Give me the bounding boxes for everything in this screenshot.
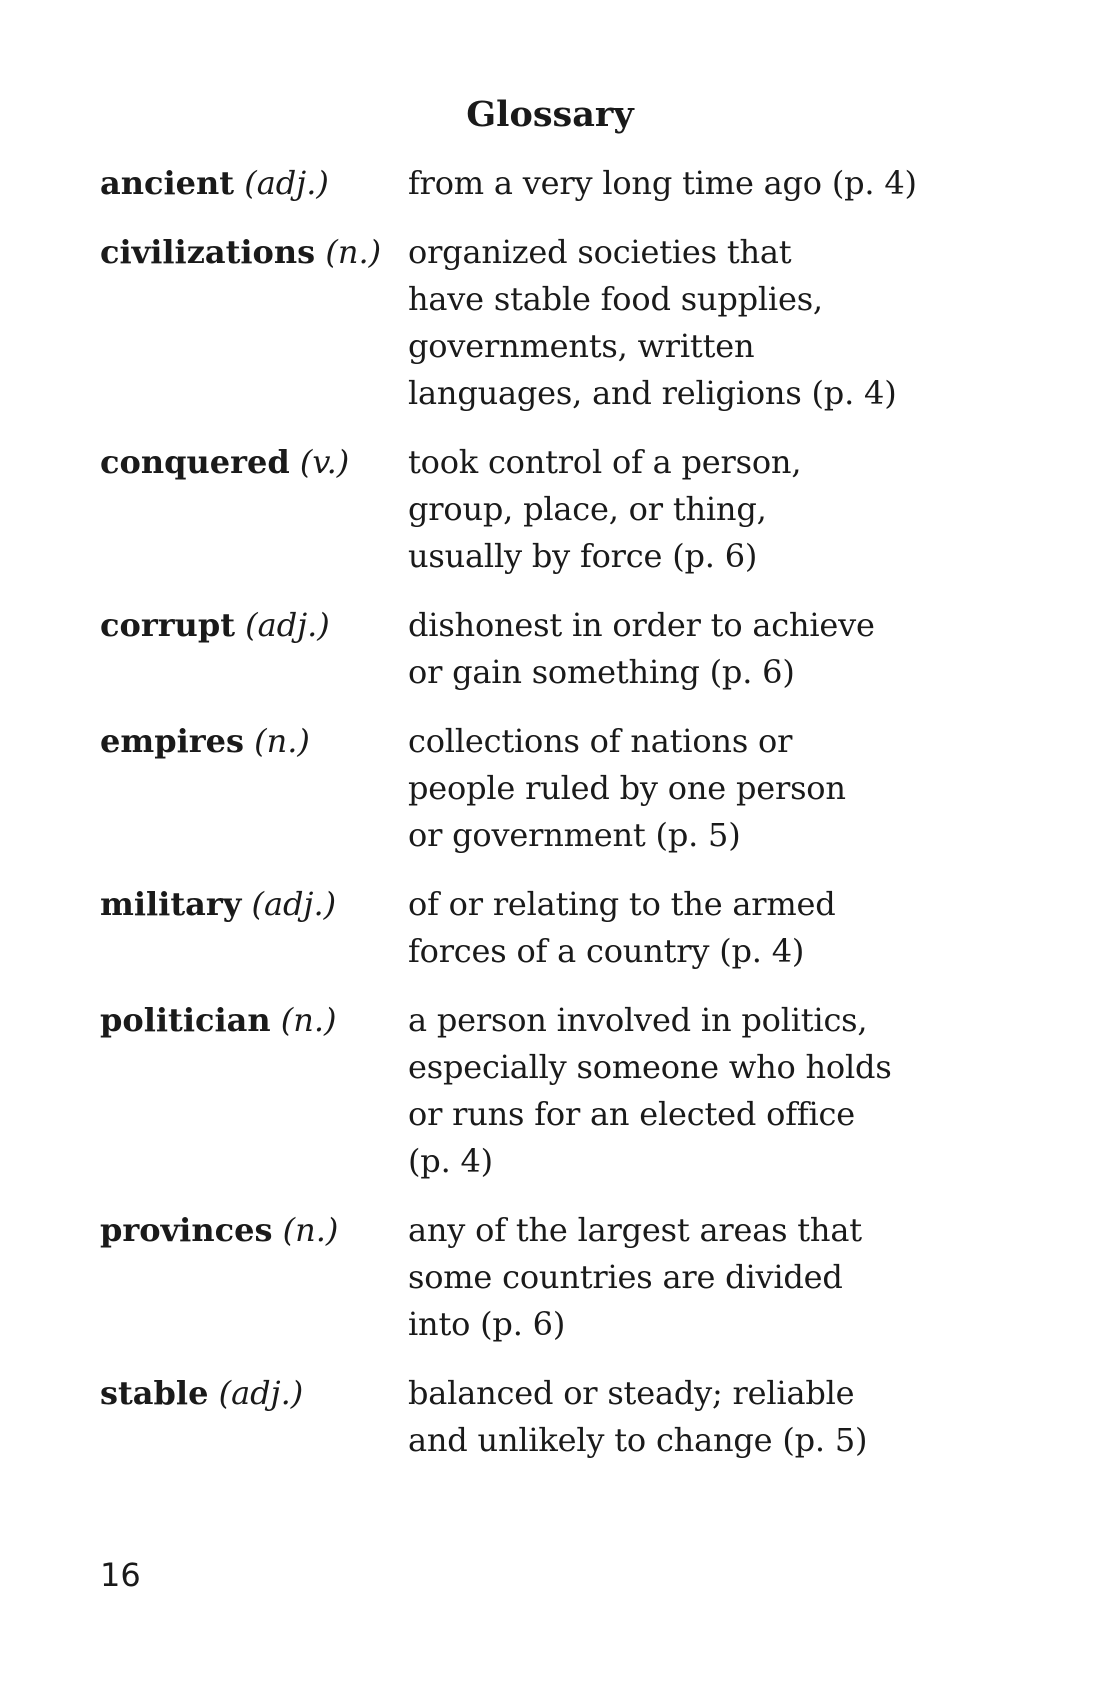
entry-definition: organized societies that have stable food supplies, governments, written languages, and religions (p. 4) (408, 233, 897, 412)
part-of-speech: (n.) (254, 722, 310, 760)
glossary-list (100, 160, 1000, 1486)
glossary-entry (100, 439, 1000, 580)
entry-definition: collections of nations or people ruled by one person or government (p. 5) (408, 722, 846, 854)
term-word: ancient (100, 164, 235, 202)
glossary-heading: Glossary (466, 94, 634, 135)
part-of-speech: (n.) (282, 1211, 339, 1249)
glossary-entry (100, 997, 1000, 1185)
part-of-speech: (n.) (280, 1001, 337, 1039)
entry-definition: dishonest in order to achieve or gain something (p. 6) (408, 606, 875, 691)
term-word: military (100, 885, 242, 923)
term-word: civilizations (100, 233, 316, 271)
term-word: conquered (100, 443, 290, 481)
glossary-entry (100, 160, 1000, 207)
entry-term (100, 229, 408, 276)
term-word: corrupt (100, 606, 235, 644)
glossary-entry (100, 718, 1000, 859)
part-of-speech: (adj.) (245, 606, 330, 644)
entry-term (100, 1370, 408, 1417)
entry-term (100, 718, 408, 765)
term-word: politician (100, 1001, 271, 1039)
entry-term (100, 602, 408, 649)
entry-definition: balanced or steady; reliable and unlikely to change (p. 5) (408, 1374, 868, 1459)
entry-definition: of or relating to the armed forces of a country (p. 4) (408, 885, 836, 970)
entry-term (100, 1207, 408, 1254)
term-word: stable (100, 1374, 209, 1412)
part-of-speech: (adj.) (218, 1374, 304, 1412)
glossary-entry (100, 881, 1000, 975)
page-title (0, 94, 1100, 135)
part-of-speech: (n.) (325, 233, 382, 271)
glossary-entry (100, 1370, 1000, 1464)
page-number: 16 (100, 1556, 141, 1594)
term-word: provinces (100, 1211, 273, 1249)
glossary-entry (100, 229, 1000, 417)
part-of-speech: (adj.) (251, 885, 337, 923)
glossary-entry (100, 602, 1000, 696)
entry-definition: any of the largest areas that some countries are divided into (p. 6) (408, 1211, 862, 1343)
entry-term (100, 881, 408, 928)
glossary-entry (100, 1207, 1000, 1348)
entry-term (100, 160, 408, 207)
entry-term (100, 439, 408, 486)
part-of-speech: (v.) (299, 443, 350, 481)
term-word: empires (100, 722, 244, 760)
entry-definition: from a very long time ago (p. 4) (408, 164, 917, 202)
entry-term (100, 997, 408, 1044)
part-of-speech: (adj.) (244, 164, 329, 202)
entry-definition: took control of a person, group, place, or thing, usually by force (p. 6) (408, 443, 802, 575)
entry-definition: a person involved in politics, especially someone who holds or runs for an elected office (p. 4) (408, 1001, 892, 1180)
